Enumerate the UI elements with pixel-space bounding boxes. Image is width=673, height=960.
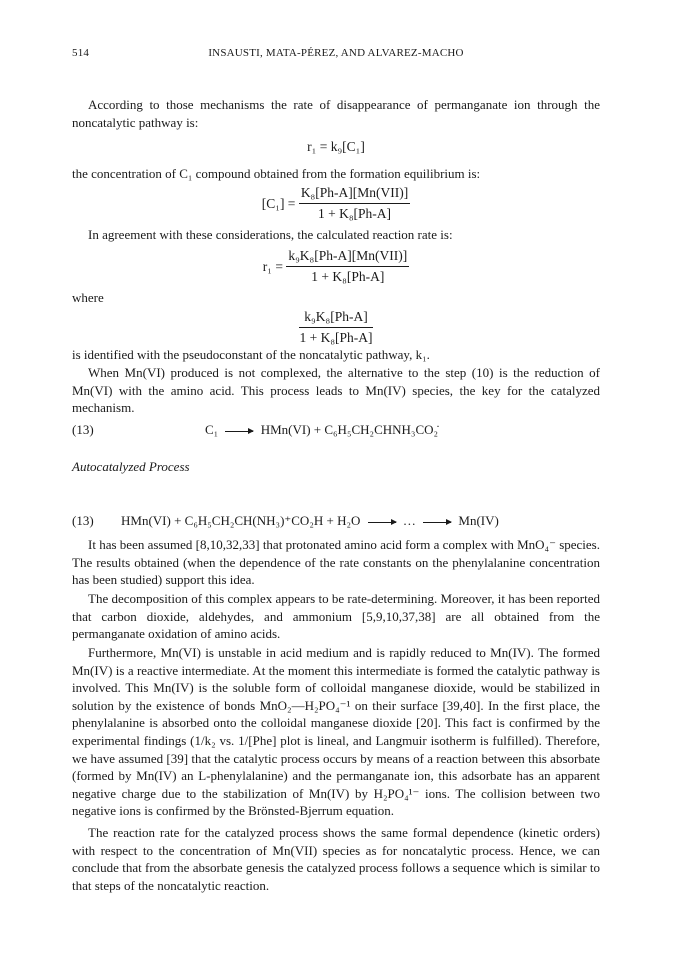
paragraph-reaction-rate: The reaction rate for the catalyzed process shows the same formal dependence (kinetic orders) with respect to the concentration of Mn(VII) species as for noncatalytic process. Hence, we can conclude that from the absorbate genesis the catalyzed process follows a sequence which is similar to that steps of the noncatalytic reaction. xyxy=(72,825,600,893)
reaction-reactants: HMn(VI) + C₆H₅CH₂CH(NH₃)⁺CO₂H + H₂O xyxy=(121,513,361,528)
paragraph-decomposition: The decomposition of this complex appears to be rate-determining. Moreover, it has been reported that carbon dioxide, aldehydes, and ammonium [5,9,10,37,38] are all obtained from the permanganate oxidation of amino acids. xyxy=(72,591,600,642)
paragraph-intro: According to those mechanisms the rate of disappearance of permanganate ion through the noncatalytic pathway is: xyxy=(72,97,600,130)
running-head-authors: INSAUSTI, MATA-PÉREZ, AND ALVAREZ-MACHO xyxy=(208,47,464,59)
reaction-product: Mn(IV) xyxy=(458,513,499,528)
fraction-numerator: K₈[Ph-A][Mn(VII)] xyxy=(299,184,410,204)
reaction-product: HMn(VI) + C₆H₅CH₂CHNH₃CO₂̇ xyxy=(260,422,439,437)
equation-lhs: r₁ = xyxy=(262,258,283,274)
paragraph-mn-vi: When Mn(VI) produced is not complexed, the alternative to the step (10) is the reduction of Mn(VI) with the amino acid. This process leads to Mn(IV) species, the key for the catalyzed mechanism. xyxy=(72,365,600,416)
equation-lhs: [C₁] = xyxy=(261,195,296,211)
fraction-numerator: k₉K₈[Ph-A] xyxy=(299,308,372,328)
fraction-numerator: k₉K₈[Ph-A][Mn(VII)] xyxy=(286,247,409,267)
reaction-reactant: C₁ xyxy=(205,422,219,437)
fraction xyxy=(299,184,410,223)
section-heading: Autocatalyzed Process xyxy=(72,459,190,474)
paragraph-agreement: In agreement with these considerations, the calculated reaction rate is: xyxy=(88,227,453,242)
fraction-denominator: 1 + K₈[Ph-A] xyxy=(311,269,385,284)
fraction xyxy=(286,247,409,286)
fraction-denominator: 1 + K₈[Ph-A] xyxy=(299,330,373,345)
reaction-arrow xyxy=(225,431,253,432)
running-header xyxy=(72,47,600,63)
reaction-13-noncatalytic xyxy=(205,422,438,438)
paragraph-where: where xyxy=(72,290,104,305)
reaction-label: (13) xyxy=(72,513,94,528)
paragraph-identified: is identified with the pseudoconstant of the noncatalytic pathway, k₁. xyxy=(72,347,430,362)
reaction-arrow xyxy=(423,522,451,523)
equation-pseudoconstant xyxy=(72,308,600,347)
reaction-arrow xyxy=(368,522,396,523)
fraction-denominator: 1 + K₈[Ph-A] xyxy=(317,206,392,221)
paragraph-complex: It has been assumed [8,10,32,33] that protonated amino acid form a complex with MnO₄⁻ species. The results obtained (when the dependence of the rate constants on the phenylalanine concentration has been studied) support this idea. xyxy=(72,537,600,588)
reaction-label: (13) xyxy=(72,422,94,437)
paragraph-concentration: the concentration of C₁ compound obtained from the formation equilibrium is: xyxy=(72,166,481,181)
equation-calculated-rate xyxy=(72,247,600,286)
equation-rate-r1: r₁ = k₉[C₁] xyxy=(307,139,365,154)
paragraph-mn-iv: Furthermore, Mn(VI) is unstable in acid medium and is rapidly reduced to Mn(IV). The formed Mn(IV) is a reactive intermediate. At the moment this intermediate is formed the catalytic pathway is involved. This Mn(IV) is the soluble form of colloidal manganese dioxide, would be stabilized in solution by the existence of bonds MnO₂—H₂PO₄⁻¹ on their surface [39,40]. In the first place, the phenylalanine is absorbed onto the colloidal manganese dioxide [20]. This fact is confirmed by the experimental findings (1/k₂ vs. 1/[Phe] plot is lineal, and Langmuir isotherm is fulfilled). Therefore, we have assumed [39] that the catalytic process occurs by means of a reaction between this absorbate (formed by Mn(IV) an L-phenylalanine) and the permanganate ion, this adsorbate has an apparent negative charge due to the stabilization of Mn(IV) by H₂PO₄¹⁻ ions. The collision between two negative ions is confirmed by the Brönsted-Bjerrum equation. xyxy=(72,645,600,819)
fraction xyxy=(299,308,372,347)
reaction-13-autocatalyzed xyxy=(121,513,499,529)
page-number: 514 xyxy=(72,47,90,59)
reaction-ellipsis: … xyxy=(402,513,416,528)
equation-concentration-c1 xyxy=(72,184,600,223)
